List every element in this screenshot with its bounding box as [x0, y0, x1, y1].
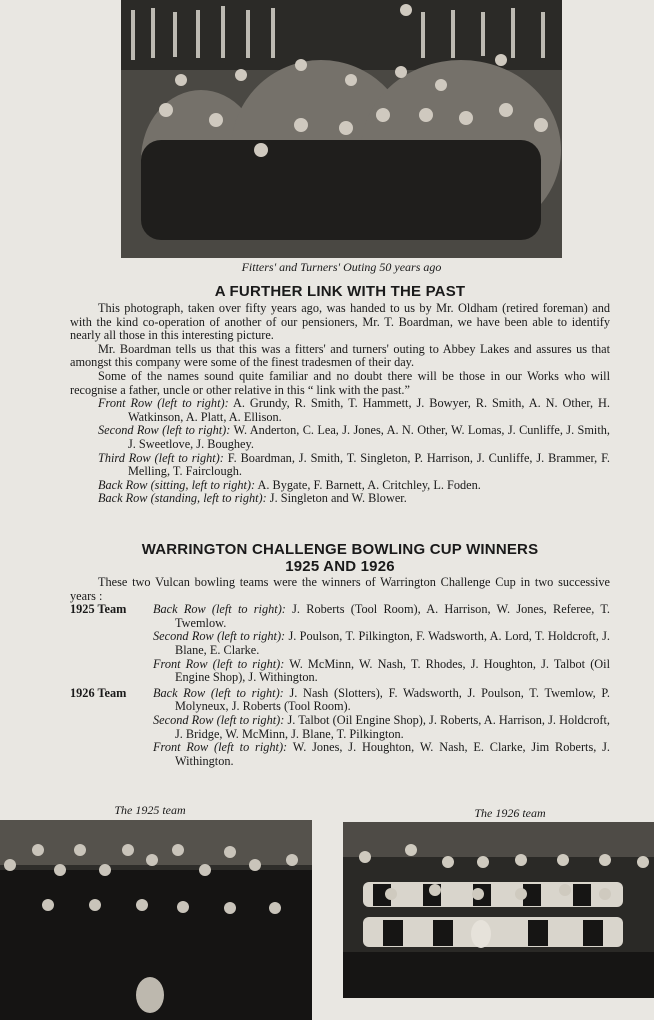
row-label: Back Row (left to right): — [153, 602, 286, 617]
team-label: 1926 Team — [70, 685, 127, 700]
row-list: J. Nash (Slotters), F. Wadsworth, J. Poulson, T. Twemlow, P. Molyneux, J. Roberts (Tool Room). — [175, 685, 610, 714]
row-names — [70, 397, 610, 424]
row-label: Back Row (sitting, left to right): — [98, 477, 256, 492]
outing-photo-caption: Fitters' and Turners' Outing 50 years ago — [241, 260, 442, 274]
row-list: W. Anderton, C. Lea, J. Jones, A. N. Other, W. Lomas, J. Cunliffe, J. Smith, J. Sweetlove, J. Boughey. — [128, 423, 610, 451]
article-subtitle-years: 1925 AND 1926 — [285, 558, 395, 575]
team-row — [153, 630, 610, 657]
row-names — [70, 452, 610, 479]
team-1926-photograph — [343, 822, 654, 998]
team-row — [153, 687, 610, 714]
team-row — [153, 714, 610, 741]
outing-photograph — [121, 0, 562, 258]
team-1926 — [70, 687, 610, 769]
article-title-link-with-past: A FURTHER LINK WITH THE PAST — [214, 283, 466, 300]
paragraph: This photograph, taken over fifty years ago, was handed to us by Mr. Oldham (retired foreman) and with the kind co-operation of another of our pensioners, Mr. T. Boardman, we have been able to identify nearly all those in this interesting picture. — [70, 301, 610, 343]
paragraph: Some of the names sound quite familiar and no doubt there will be those in our Works who will recognise a father, uncle or other relative in this “ link with the past.” — [70, 368, 610, 397]
paragraph: These two Vulcan bowling teams were the winners of Warrington Challenge Cup in two successive years : — [70, 575, 610, 603]
team-row — [153, 658, 610, 685]
team-label: 1925 Team — [70, 602, 127, 617]
row-list: W. Jones, J. Houghton, W. Nash, E. Clarke, Jim Roberts, J. Withington. — [175, 740, 610, 768]
row-list: A. Grundy, R. Smith, T. Hammett, J. Bowyer, R. Smith, A. N. Other, H. Watkinson, A. Platt, A. Ellison. — [128, 396, 610, 424]
team-row — [153, 603, 610, 630]
team-row — [153, 741, 610, 768]
article-title-bowling-cup: WARRINGTON CHALLENGE BOWLING CUP WINNERS — [141, 541, 539, 558]
row-names — [70, 492, 610, 506]
row-label: Third Row (left to right): — [98, 450, 224, 465]
team-1925 — [70, 603, 610, 685]
row-label: Second Row (left to right): — [153, 629, 286, 644]
row-names — [70, 424, 610, 451]
row-list: J. Talbot (Oil Engine Shop), J. Roberts, A. Harrison, J. Holdcroft, J. Bridge, W. McMinn, J. Blane, T. Pilkington. — [175, 712, 610, 741]
row-list: J. Poulson, T. Pilkington, F. Wadsworth, A. Lord, T. Holdcroft, J. Blane, E. Clarke. — [175, 629, 610, 657]
row-names — [70, 479, 610, 493]
row-label: Front Row (left to right): — [153, 656, 285, 671]
article-body-link-with-past — [70, 302, 610, 506]
row-list: F. Boardman, J. Smith, T. Singleton, P. Harrison, J. Cunliffe, J. Brammer, F. Melling, T. Fairclough. — [128, 450, 611, 479]
team-1926-caption: The 1926 team — [474, 806, 546, 820]
row-label: Front Row (left to right): — [98, 396, 229, 411]
row-label: Front Row (left to right): — [153, 740, 288, 755]
row-label: Back Row (left to right): — [153, 685, 284, 700]
row-list: J. Singleton and W. Blower. — [269, 491, 407, 506]
row-label: Back Row (standing, left to right): — [98, 491, 267, 506]
paragraph: Mr. Boardman tells us that this was a fitters' and turners' outing to Abbey Lakes and assures us that amongst this company were some of the finest tradesmen of their day. — [70, 341, 610, 370]
team-1925-caption: The 1925 team — [114, 803, 186, 817]
team-1925-photograph — [0, 820, 312, 1020]
row-label: Second Row (left to right): — [153, 712, 285, 727]
row-label: Second Row (left to right): — [98, 423, 231, 438]
row-list: A. Bygate, F. Barnett, A. Critchley, L. Foden. — [257, 477, 481, 492]
article-body-bowling-cup — [70, 576, 610, 768]
row-list: J. Roberts (Tool Room), A. Harrison, W. Jones, Referee, T. Twemlow. — [175, 602, 610, 630]
row-list: W. McMinn, W. Nash, T. Rhodes, J. Houghton, J. Talbot (Oil Engine Shop), J. Withington. — [175, 656, 610, 685]
